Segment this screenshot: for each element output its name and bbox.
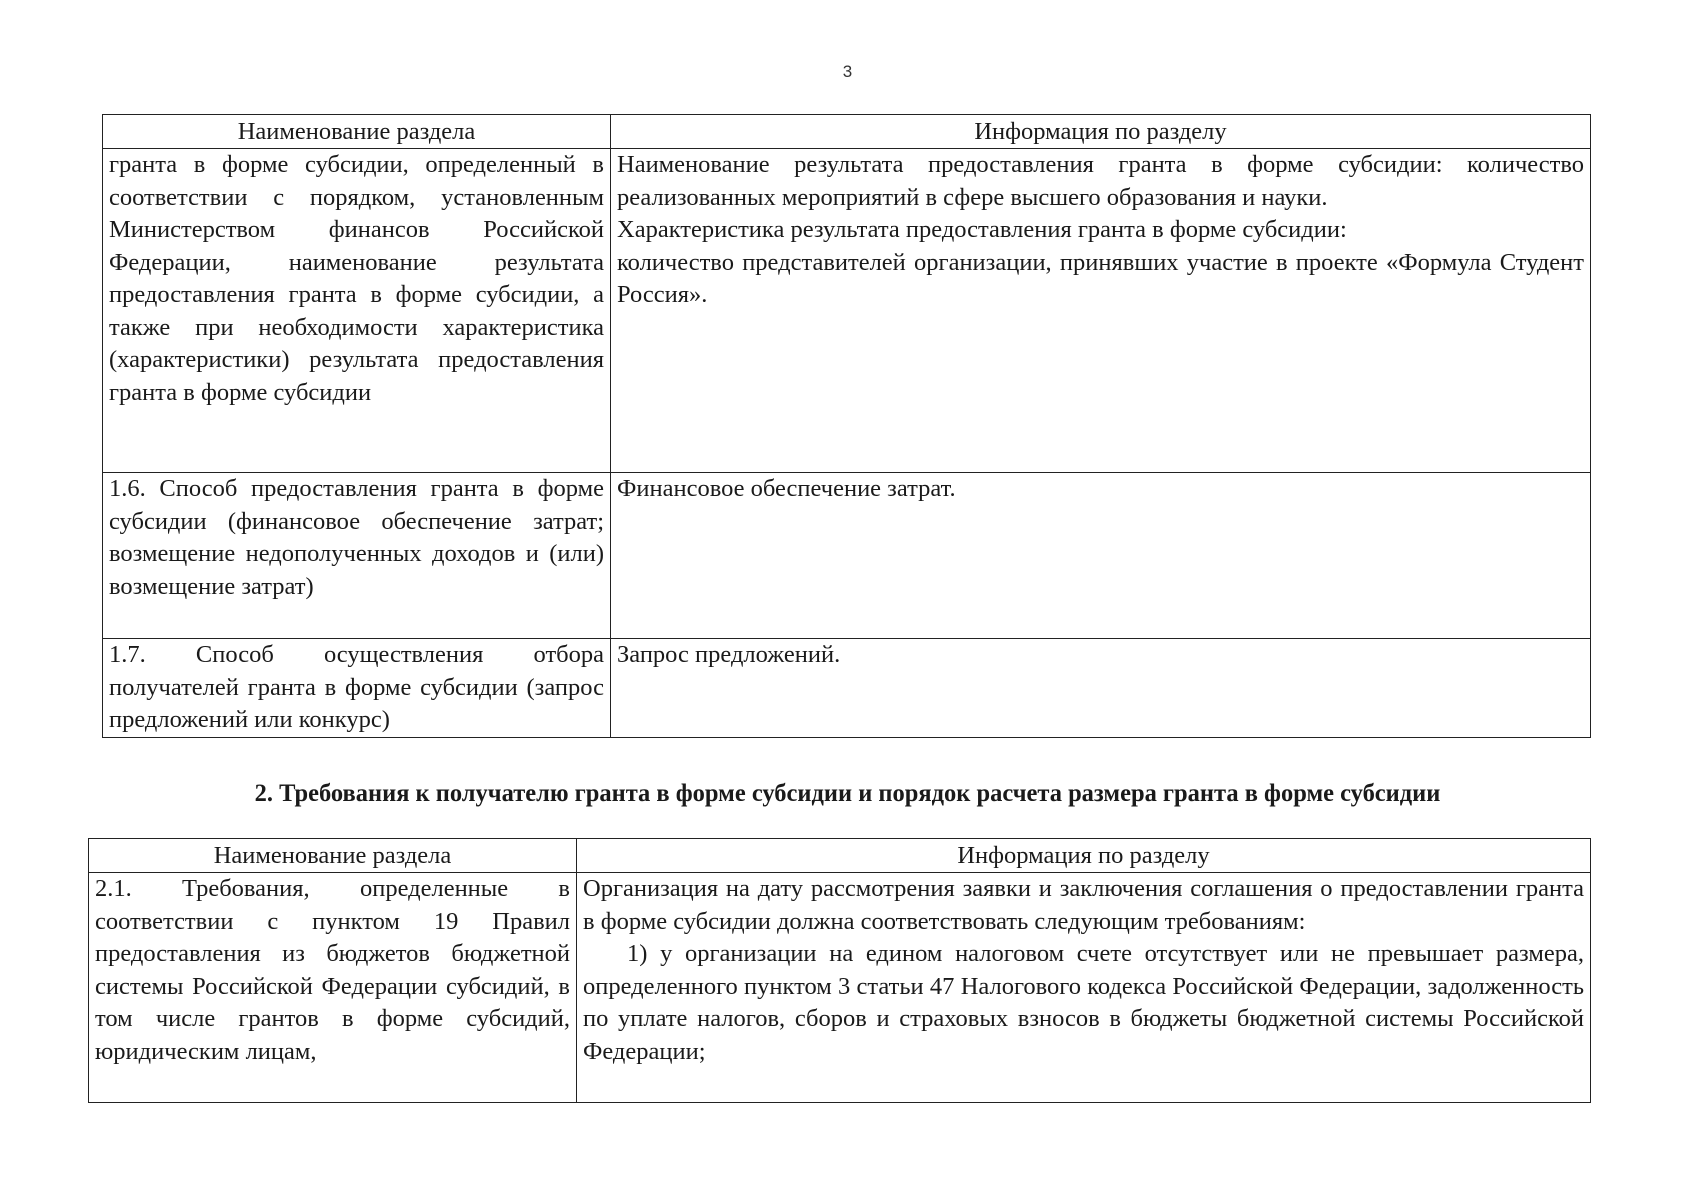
section-2-heading: 2. Требования к получателю гранта в форме субсидии и порядок расчета размера гранта в форме субсидии: [254, 778, 1441, 807]
section-info-cell: [611, 149, 1591, 473]
column-header-section-info: Информация по разделу: [577, 839, 1591, 873]
section-name-cell: 1.7. Способ осуществления отбора получателей гранта в форме субсидии (запрос предложений или конкурс): [103, 639, 611, 738]
section-info-cell: Финансовое обеспечение затрат.: [611, 473, 1591, 639]
table-header-row: [89, 839, 1591, 873]
info-paragraph: Характеристика результата предоставления гранта в форме субсидии:: [617, 216, 1347, 243]
section-2-table: [88, 838, 1591, 1103]
section-1-table: [102, 114, 1591, 738]
info-paragraph: количество представителей организации, принявших участие в проекте «Формула Студент Россия».: [617, 248, 1584, 308]
section-name-cell: 2.1. Требования, определенные в соответствии с пунктом 19 Правил предоставления из бюджетов бюджетной системы Российской Федерации субсидий, в том числе грантов в форме субсидий, юридическим лицам,: [89, 873, 577, 1103]
info-paragraph: Организация на дату рассмотрения заявки и заключения соглашения о предоставлении гранта в форме субсидии должна соответствовать следующим требованиям:: [583, 875, 1584, 935]
table-row: [89, 873, 1591, 1103]
section-name-cell: гранта в форме субсидии, определенный в соответствии с порядком, установленным Министерством финансов Российской Федерации, наименование результата предоставления гранта в форме субсидии, а также при необходимости характеристика (характеристики) результата предоставления гранта в форме субсидии: [103, 149, 611, 473]
column-header-section-name: Наименование раздела: [89, 839, 577, 873]
table-header-row: [103, 115, 1591, 149]
table-row: [103, 149, 1591, 473]
info-paragraph: 1) у организации на едином налоговом счете отсутствует или не превышает размера, определенного пунктом 3 статьи 47 Налогового кодекса Российской Федерации, задолженность по уплате налогов, сборов и страховых взносов в бюджеты бюджетной системы Российской Федерации;: [583, 940, 1584, 1065]
info-paragraph: Наименование результата предоставления гранта в форме субсидии: количество реализованных мероприятий в сфере высшего образования и науки.: [617, 151, 1584, 211]
table-row: [103, 473, 1591, 639]
section-info-cell: [577, 873, 1591, 1103]
page-number: 3: [842, 62, 853, 81]
column-header-section-name: Наименование раздела: [103, 115, 611, 149]
column-header-section-info: Информация по разделу: [611, 115, 1591, 149]
table-row: [103, 639, 1591, 738]
section-name-cell: 1.6. Способ предоставления гранта в форме субсидии (финансовое обеспечение затрат; возмещение недополученных доходов и (или) возмещение затрат): [103, 473, 611, 639]
section-info-cell: Запрос предложений.: [611, 639, 1591, 738]
